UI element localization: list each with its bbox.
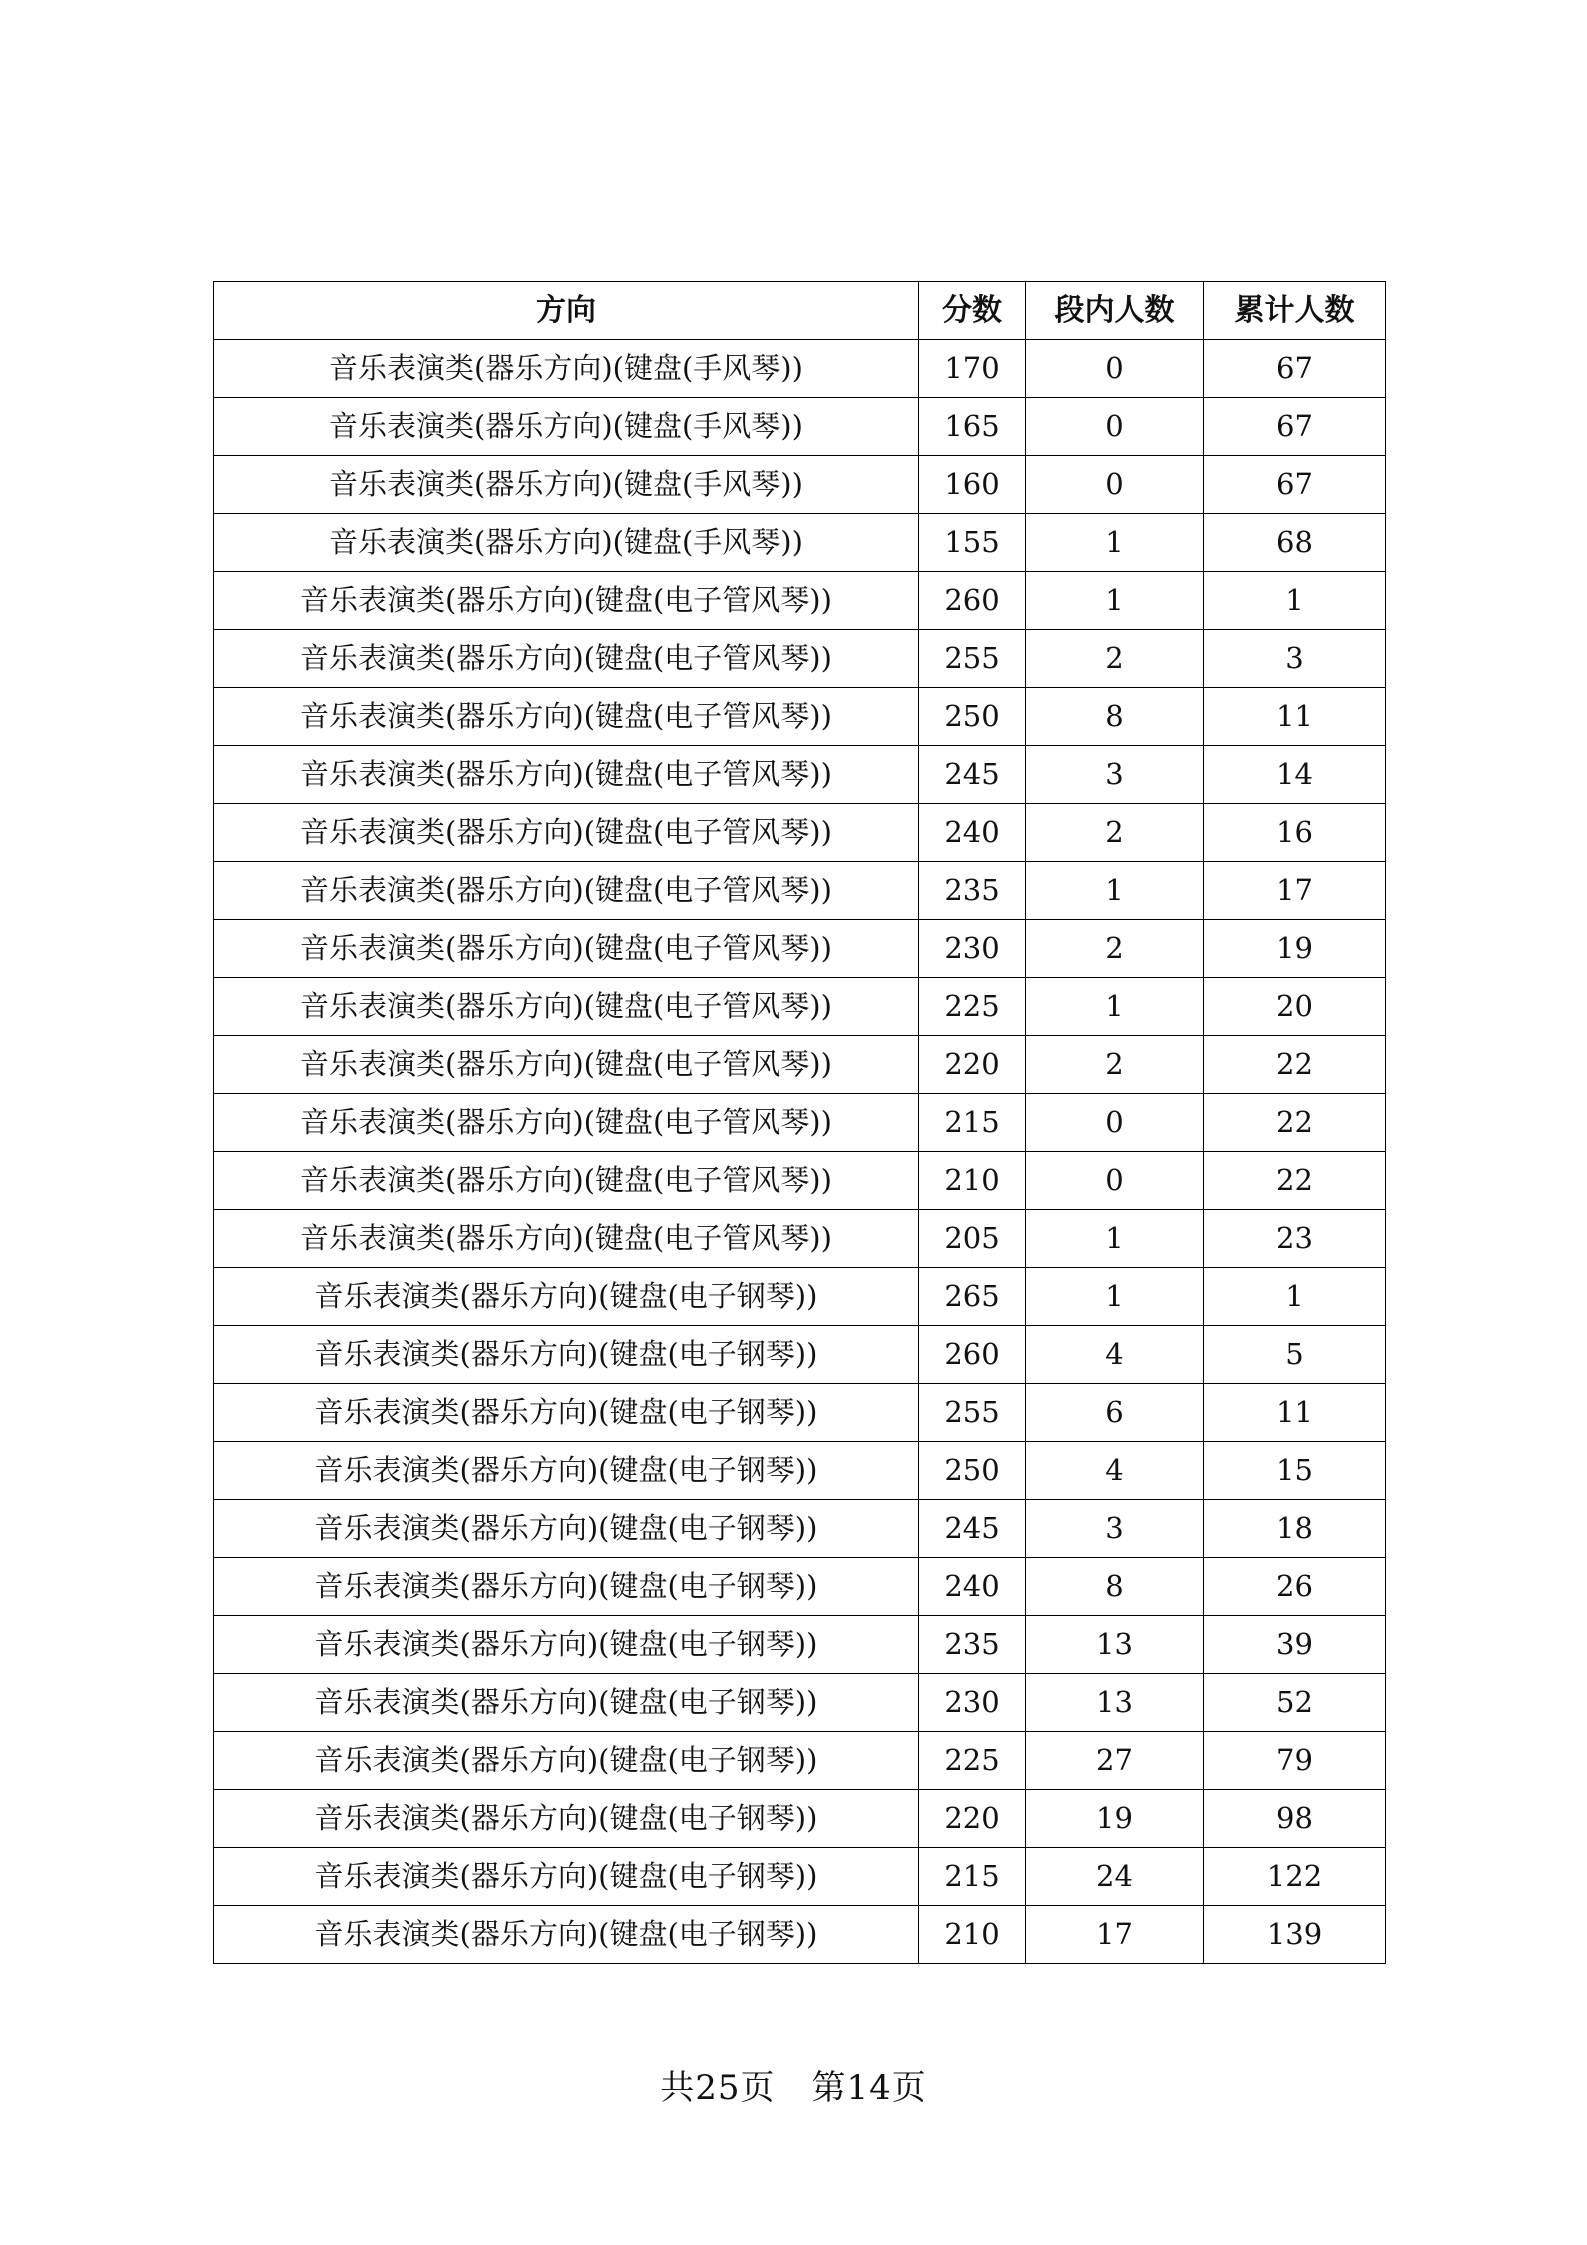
table-row — [214, 1906, 1386, 1964]
cell-direction: 音乐表演类(器乐方向)(键盘(电子钢琴)) — [214, 1616, 919, 1674]
table-row — [214, 340, 1386, 398]
cell-cumulative-count: 20 — [1204, 978, 1386, 1036]
cell-direction: 音乐表演类(器乐方向)(键盘(手风琴)) — [214, 340, 919, 398]
cell-cumulative-count: 26 — [1204, 1558, 1386, 1616]
cell-score: 230 — [919, 920, 1026, 978]
cell-segment-count: 2 — [1026, 630, 1204, 688]
table-row — [214, 804, 1386, 862]
cell-score: 240 — [919, 804, 1026, 862]
cell-cumulative-count: 15 — [1204, 1442, 1386, 1500]
cell-direction: 音乐表演类(器乐方向)(键盘(电子管风琴)) — [214, 746, 919, 804]
cell-score: 210 — [919, 1906, 1026, 1964]
score-table — [213, 281, 1386, 1964]
cell-direction: 音乐表演类(器乐方向)(键盘(电子钢琴)) — [214, 1384, 919, 1442]
cell-segment-count: 2 — [1026, 804, 1204, 862]
cell-cumulative-count: 19 — [1204, 920, 1386, 978]
cell-direction: 音乐表演类(器乐方向)(键盘(电子管风琴)) — [214, 862, 919, 920]
cell-direction: 音乐表演类(器乐方向)(键盘(电子钢琴)) — [214, 1790, 919, 1848]
cell-score: 265 — [919, 1268, 1026, 1326]
cell-direction: 音乐表演类(器乐方向)(键盘(电子钢琴)) — [214, 1732, 919, 1790]
table-row — [214, 1558, 1386, 1616]
table-row — [214, 1210, 1386, 1268]
cell-score: 235 — [919, 1616, 1026, 1674]
cell-segment-count: 19 — [1026, 1790, 1204, 1848]
cell-cumulative-count: 1 — [1204, 1268, 1386, 1326]
cell-score: 210 — [919, 1152, 1026, 1210]
table-row — [214, 1848, 1386, 1906]
table-row — [214, 1152, 1386, 1210]
cell-segment-count: 1 — [1026, 1210, 1204, 1268]
cell-cumulative-count: 39 — [1204, 1616, 1386, 1674]
cell-segment-count: 4 — [1026, 1442, 1204, 1500]
cell-segment-count: 0 — [1026, 1152, 1204, 1210]
cell-direction: 音乐表演类(器乐方向)(键盘(电子钢琴)) — [214, 1442, 919, 1500]
header-row — [214, 282, 1386, 340]
table-row — [214, 1036, 1386, 1094]
cell-cumulative-count: 23 — [1204, 1210, 1386, 1268]
cell-direction: 音乐表演类(器乐方向)(键盘(电子钢琴)) — [214, 1268, 919, 1326]
cell-cumulative-count: 22 — [1204, 1094, 1386, 1152]
cell-cumulative-count: 139 — [1204, 1906, 1386, 1964]
cell-cumulative-count: 67 — [1204, 398, 1386, 456]
cell-direction: 音乐表演类(器乐方向)(键盘(电子钢琴)) — [214, 1848, 919, 1906]
cell-segment-count: 8 — [1026, 1558, 1204, 1616]
header-cumulative-count: 累计人数 — [1204, 282, 1386, 340]
cell-segment-count: 1 — [1026, 978, 1204, 1036]
header-segment-count: 段内人数 — [1026, 282, 1204, 340]
cell-score: 255 — [919, 1384, 1026, 1442]
cell-direction: 音乐表演类(器乐方向)(键盘(电子管风琴)) — [214, 920, 919, 978]
cell-segment-count: 13 — [1026, 1674, 1204, 1732]
cell-score: 220 — [919, 1790, 1026, 1848]
table-row — [214, 1326, 1386, 1384]
cell-score: 250 — [919, 688, 1026, 746]
cell-cumulative-count: 3 — [1204, 630, 1386, 688]
cell-cumulative-count: 79 — [1204, 1732, 1386, 1790]
cell-score: 260 — [919, 572, 1026, 630]
cell-segment-count: 0 — [1026, 1094, 1204, 1152]
cell-score: 215 — [919, 1094, 1026, 1152]
cell-segment-count: 1 — [1026, 1268, 1204, 1326]
cell-segment-count: 0 — [1026, 456, 1204, 514]
table-row — [214, 746, 1386, 804]
table-row — [214, 1790, 1386, 1848]
cell-direction: 音乐表演类(器乐方向)(键盘(电子钢琴)) — [214, 1500, 919, 1558]
table-row — [214, 572, 1386, 630]
cell-score: 260 — [919, 1326, 1026, 1384]
cell-cumulative-count: 11 — [1204, 688, 1386, 746]
cell-direction: 音乐表演类(器乐方向)(键盘(电子管风琴)) — [214, 804, 919, 862]
cell-cumulative-count: 67 — [1204, 340, 1386, 398]
cell-direction: 音乐表演类(器乐方向)(键盘(电子管风琴)) — [214, 630, 919, 688]
header-score: 分数 — [919, 282, 1026, 340]
header-direction: 方向 — [214, 282, 919, 340]
table-row — [214, 456, 1386, 514]
cell-segment-count: 17 — [1026, 1906, 1204, 1964]
cell-segment-count: 1 — [1026, 862, 1204, 920]
cell-direction: 音乐表演类(器乐方向)(键盘(手风琴)) — [214, 456, 919, 514]
cell-score: 205 — [919, 1210, 1026, 1268]
table-row — [214, 1500, 1386, 1558]
table-row — [214, 398, 1386, 456]
cell-score: 230 — [919, 1674, 1026, 1732]
cell-score: 240 — [919, 1558, 1026, 1616]
page-footer — [0, 2060, 1587, 2109]
cell-direction: 音乐表演类(器乐方向)(键盘(电子管风琴)) — [214, 978, 919, 1036]
cell-segment-count: 0 — [1026, 398, 1204, 456]
cell-score: 155 — [919, 514, 1026, 572]
cell-segment-count: 24 — [1026, 1848, 1204, 1906]
table-body — [214, 340, 1386, 1964]
cell-score: 215 — [919, 1848, 1026, 1906]
cell-score: 245 — [919, 1500, 1026, 1558]
cell-cumulative-count: 11 — [1204, 1384, 1386, 1442]
cell-direction: 音乐表演类(器乐方向)(键盘(电子管风琴)) — [214, 1152, 919, 1210]
cell-segment-count: 2 — [1026, 1036, 1204, 1094]
cell-direction: 音乐表演类(器乐方向)(键盘(电子管风琴)) — [214, 572, 919, 630]
cell-score: 255 — [919, 630, 1026, 688]
cell-score: 225 — [919, 978, 1026, 1036]
cell-score: 250 — [919, 1442, 1026, 1500]
table-row — [214, 862, 1386, 920]
cell-cumulative-count: 122 — [1204, 1848, 1386, 1906]
cell-cumulative-count: 14 — [1204, 746, 1386, 804]
cell-direction: 音乐表演类(器乐方向)(键盘(电子钢琴)) — [214, 1674, 919, 1732]
cell-direction: 音乐表演类(器乐方向)(键盘(电子钢琴)) — [214, 1558, 919, 1616]
cell-cumulative-count: 5 — [1204, 1326, 1386, 1384]
cell-cumulative-count: 52 — [1204, 1674, 1386, 1732]
table-header — [214, 282, 1386, 340]
cell-segment-count: 1 — [1026, 514, 1204, 572]
cell-score: 160 — [919, 456, 1026, 514]
cell-direction: 音乐表演类(器乐方向)(键盘(电子管风琴)) — [214, 1210, 919, 1268]
cell-cumulative-count: 22 — [1204, 1036, 1386, 1094]
table-row — [214, 1732, 1386, 1790]
table-row — [214, 1384, 1386, 1442]
table-row — [214, 978, 1386, 1036]
cell-direction: 音乐表演类(器乐方向)(键盘(电子管风琴)) — [214, 1036, 919, 1094]
cell-cumulative-count: 68 — [1204, 514, 1386, 572]
cell-segment-count: 4 — [1026, 1326, 1204, 1384]
cell-segment-count: 13 — [1026, 1616, 1204, 1674]
cell-direction: 音乐表演类(器乐方向)(键盘(电子管风琴)) — [214, 1094, 919, 1152]
cell-score: 245 — [919, 746, 1026, 804]
cell-segment-count: 2 — [1026, 920, 1204, 978]
total-pages: 共25页 — [660, 2068, 776, 2108]
current-page: 第14页 — [811, 2068, 927, 2108]
table-row — [214, 514, 1386, 572]
cell-cumulative-count: 18 — [1204, 1500, 1386, 1558]
cell-direction: 音乐表演类(器乐方向)(键盘(电子钢琴)) — [214, 1326, 919, 1384]
cell-cumulative-count: 22 — [1204, 1152, 1386, 1210]
table-row — [214, 1268, 1386, 1326]
cell-segment-count: 3 — [1026, 1500, 1204, 1558]
cell-score: 165 — [919, 398, 1026, 456]
cell-cumulative-count: 17 — [1204, 862, 1386, 920]
cell-direction: 音乐表演类(器乐方向)(键盘(电子钢琴)) — [214, 1906, 919, 1964]
cell-direction: 音乐表演类(器乐方向)(键盘(手风琴)) — [214, 514, 919, 572]
cell-direction: 音乐表演类(器乐方向)(键盘(电子管风琴)) — [214, 688, 919, 746]
cell-score: 170 — [919, 340, 1026, 398]
table-row — [214, 688, 1386, 746]
cell-cumulative-count: 98 — [1204, 1790, 1386, 1848]
cell-score: 235 — [919, 862, 1026, 920]
cell-score: 220 — [919, 1036, 1026, 1094]
cell-cumulative-count: 1 — [1204, 572, 1386, 630]
cell-cumulative-count: 16 — [1204, 804, 1386, 862]
table-row — [214, 1616, 1386, 1674]
cell-segment-count: 3 — [1026, 746, 1204, 804]
table-row — [214, 1674, 1386, 1732]
cell-segment-count: 0 — [1026, 340, 1204, 398]
table-row — [214, 630, 1386, 688]
table-row — [214, 1442, 1386, 1500]
cell-segment-count: 8 — [1026, 688, 1204, 746]
table-row — [214, 920, 1386, 978]
cell-direction: 音乐表演类(器乐方向)(键盘(手风琴)) — [214, 398, 919, 456]
cell-score: 225 — [919, 1732, 1026, 1790]
cell-cumulative-count: 67 — [1204, 456, 1386, 514]
cell-segment-count: 27 — [1026, 1732, 1204, 1790]
cell-segment-count: 6 — [1026, 1384, 1204, 1442]
table-row — [214, 1094, 1386, 1152]
cell-segment-count: 1 — [1026, 572, 1204, 630]
